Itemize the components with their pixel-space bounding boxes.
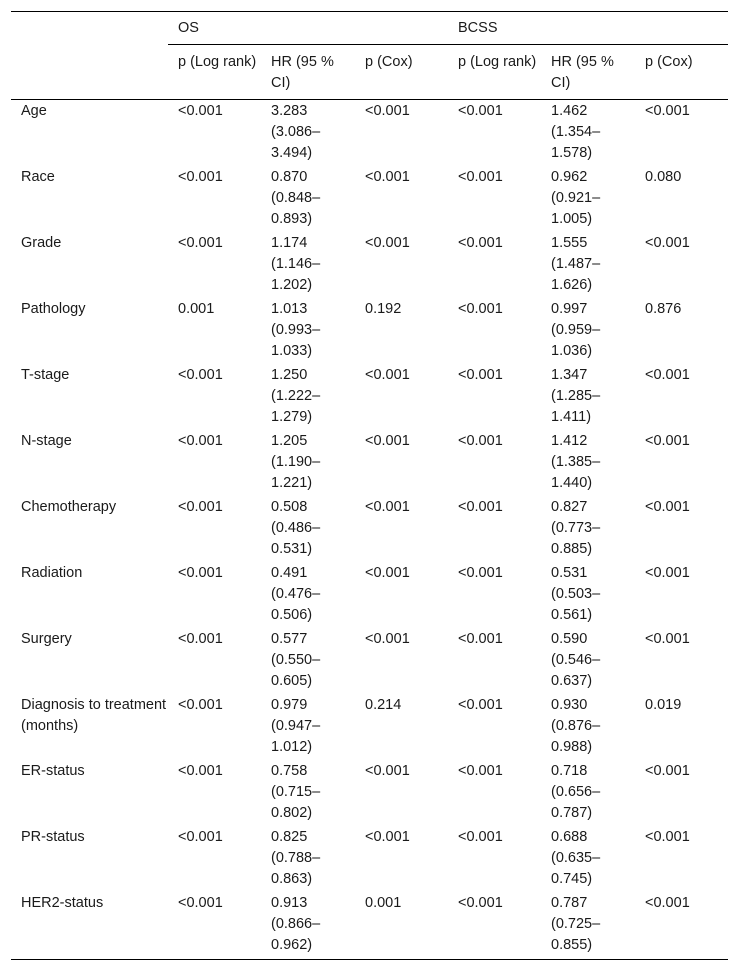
cell-os-p-cox: <0.001 — [365, 235, 410, 251]
row-label: ER-status — [21, 763, 85, 779]
cell-os-p-cox: 0.214 — [365, 697, 402, 713]
cell-bcss-p-log-rank: <0.001 — [458, 829, 503, 845]
cell-bcss-p-cox: <0.001 — [645, 631, 690, 647]
cell-os-hr: 1.250 (1.222–1.279) — [271, 367, 321, 425]
cell-bcss-p-cox: <0.001 — [645, 103, 690, 119]
cell-os-p-log-rank: <0.001 — [168, 892, 261, 960]
cell-os-hr: 1.013 (0.993–1.033) — [271, 301, 321, 359]
cell-os-p-log-rank: <0.001 — [178, 235, 223, 251]
cell-bcss-p-log-rank: <0.001 — [458, 763, 503, 779]
cell-os-hr: 1.205 (1.190–1.221) — [271, 433, 321, 491]
cell-bcss-p-cox: <0.001 — [645, 367, 690, 383]
cell-bcss-p-log-rank: <0.001 — [448, 892, 541, 960]
cell-bcss-hr: 1.412 (1.385–1.440) — [551, 433, 601, 491]
group-header-os: OS — [168, 12, 448, 45]
cell-bcss-p-cox: 0.080 — [645, 169, 682, 185]
cell-os-p-log-rank: <0.001 — [178, 169, 223, 185]
row-label: Surgery — [21, 631, 72, 647]
cell-os-p-cox: <0.001 — [365, 763, 410, 779]
cell-os-hr: 0.758 (0.715–0.802) — [271, 763, 321, 821]
row-label: Grade — [21, 235, 62, 251]
cell-os-hr: 0.979 (0.947–1.012) — [271, 697, 321, 755]
cell-os-p-cox: <0.001 — [365, 829, 410, 845]
group-header-row — [11, 12, 728, 45]
cell-bcss-hr: 0.718 (0.656–0.787) — [551, 763, 601, 821]
cell-os-p-cox: 0.001 — [355, 892, 448, 960]
cell-bcss-p-log-rank: <0.001 — [458, 499, 503, 515]
cell-bcss-p-cox: <0.001 — [645, 433, 690, 449]
cell-os-p-cox: <0.001 — [365, 499, 410, 515]
cell-os-hr: 0.825 (0.788–0.863) — [271, 829, 321, 887]
row-label: PR-status — [21, 829, 85, 845]
cell-bcss-hr: 0.930 (0.876–0.988) — [551, 697, 601, 755]
table-row — [11, 232, 728, 298]
cell-bcss-p-log-rank: <0.001 — [458, 697, 503, 713]
table-row — [11, 430, 728, 496]
cell-os-p-cox: <0.001 — [365, 103, 410, 119]
cell-bcss-p-cox: <0.001 — [645, 565, 690, 581]
cell-os-p-log-rank: <0.001 — [178, 367, 223, 383]
table-row — [11, 892, 728, 960]
cell-bcss-p-cox: <0.001 — [645, 763, 690, 779]
cell-bcss-p-log-rank: <0.001 — [458, 631, 503, 647]
cell-bcss-hr: 1.555 (1.487–1.626) — [551, 235, 601, 293]
cell-os-p-cox: <0.001 — [365, 433, 410, 449]
cell-os-p-log-rank: <0.001 — [178, 565, 223, 581]
table-row — [11, 496, 728, 562]
column-header-os-hr: HR (95 % CI) — [261, 45, 355, 100]
table-row — [11, 100, 728, 167]
stub-header — [11, 12, 168, 45]
cell-os-p-log-rank: <0.001 — [178, 829, 223, 845]
cell-os-p-cox: <0.001 — [365, 565, 410, 581]
cell-bcss-p-log-rank: <0.001 — [458, 433, 503, 449]
cell-bcss-p-log-rank: <0.001 — [458, 565, 503, 581]
cell-os-p-cox: 0.192 — [365, 301, 402, 317]
survival-analysis-table — [11, 11, 728, 960]
cell-bcss-p-log-rank: <0.001 — [458, 103, 503, 119]
cell-bcss-hr: 0.997 (0.959–1.036) — [551, 301, 601, 359]
column-header-os-p-cox: p (Cox) — [355, 45, 448, 100]
row-label: HER2-status — [11, 892, 168, 960]
cell-bcss-hr: 0.531 (0.503–0.561) — [551, 565, 601, 623]
row-label: Pathology — [21, 301, 86, 317]
table-row — [11, 826, 728, 892]
cell-bcss-p-cox: <0.001 — [645, 499, 690, 515]
table-row — [11, 694, 728, 760]
table-row — [11, 760, 728, 826]
cell-os-p-log-rank: <0.001 — [178, 499, 223, 515]
table-row — [11, 166, 728, 232]
cell-os-p-log-rank: <0.001 — [178, 433, 223, 449]
cell-bcss-p-cox: <0.001 — [645, 829, 690, 845]
cell-os-hr: 0.870 (0.848–0.893) — [271, 169, 321, 227]
group-header-bcss: BCSS — [448, 12, 728, 45]
cell-os-hr: 1.174 (1.146–1.202) — [271, 235, 321, 293]
cell-bcss-p-cox: <0.001 — [635, 892, 728, 960]
cell-os-p-cox: <0.001 — [365, 631, 410, 647]
table-row — [11, 562, 728, 628]
cell-bcss-p-log-rank: <0.001 — [458, 301, 503, 317]
cell-os-p-log-rank: <0.001 — [178, 103, 223, 119]
cell-bcss-hr: 0.590 (0.546–0.637) — [551, 631, 601, 689]
cell-os-hr: 0.577 (0.550–0.605) — [271, 631, 321, 689]
cell-os-p-log-rank: 0.001 — [178, 301, 215, 317]
table-row — [11, 628, 728, 694]
cell-os-hr: 0.508 (0.486–0.531) — [271, 499, 321, 557]
cell-bcss-p-log-rank: <0.001 — [458, 169, 503, 185]
column-header-os-p-log-rank: p (Log rank) — [168, 45, 261, 100]
cell-os-hr: 3.283 (3.086–3.494) — [271, 103, 321, 161]
cell-os-p-cox: <0.001 — [365, 169, 410, 185]
row-label: Race — [21, 169, 55, 185]
column-header-row — [11, 45, 728, 100]
cell-os-hr: 0.491 (0.476–0.506) — [271, 565, 321, 623]
row-label: Age — [21, 103, 47, 119]
cell-os-p-cox: <0.001 — [365, 367, 410, 383]
cell-bcss-hr: 0.962 (0.921–1.005) — [551, 169, 601, 227]
table-row — [11, 364, 728, 430]
cell-os-p-log-rank: <0.001 — [178, 631, 223, 647]
cell-bcss-hr: 0.688 (0.635–0.745) — [551, 829, 601, 887]
cell-bcss-hr: 1.462 (1.354–1.578) — [551, 103, 601, 161]
cell-bcss-hr: 1.347 (1.285–1.411) — [551, 367, 601, 425]
row-label: Radiation — [21, 565, 83, 581]
cell-os-hr: 0.913 (0.866–0.962) — [261, 892, 355, 960]
row-label: N-stage — [21, 433, 72, 449]
cell-bcss-p-cox: <0.001 — [645, 235, 690, 251]
column-header-bcss-p-log-rank: p (Log rank) — [448, 45, 541, 100]
row-label: T-stage — [21, 367, 70, 383]
column-header-bcss-hr: HR (95 % CI) — [541, 45, 635, 100]
stub-column-header — [11, 45, 168, 100]
cell-bcss-p-log-rank: <0.001 — [458, 367, 503, 383]
cell-os-p-log-rank: <0.001 — [178, 697, 223, 713]
cell-bcss-p-cox: 0.876 — [645, 301, 682, 317]
table-row — [11, 298, 728, 364]
cell-os-p-log-rank: <0.001 — [178, 763, 223, 779]
cell-bcss-hr: 0.827 (0.773–0.885) — [551, 499, 601, 557]
cell-bcss-p-cox: 0.019 — [645, 697, 682, 713]
column-header-bcss-p-cox: p (Cox) — [635, 45, 728, 100]
row-label: Diagnosis to treatment (months) — [21, 697, 167, 734]
cell-bcss-p-log-rank: <0.001 — [458, 235, 503, 251]
row-label: Chemotherapy — [21, 499, 117, 515]
cell-bcss-hr: 0.787 (0.725–0.855) — [541, 892, 635, 960]
